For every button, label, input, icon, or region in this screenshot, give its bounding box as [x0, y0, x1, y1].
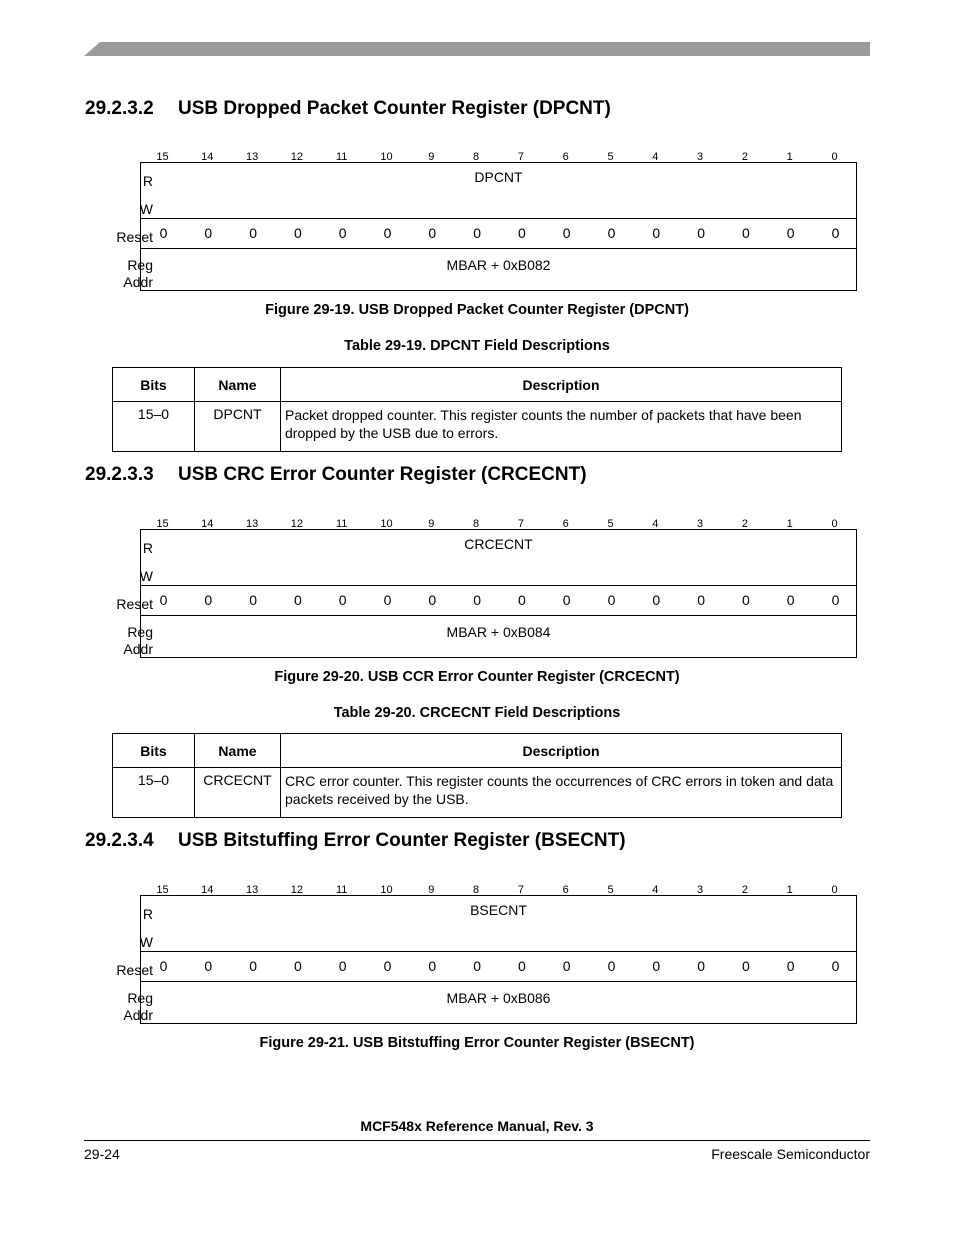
bit-number: 11 — [335, 151, 348, 163]
reset-value: 0 — [652, 592, 661, 608]
reset-value: 0 — [383, 592, 392, 608]
description-line-2: packets received by the USB. — [285, 791, 469, 807]
bit-number: 13 — [245, 518, 259, 530]
footer-rule — [84, 1140, 870, 1141]
row-label-addr: Addr — [123, 1007, 153, 1023]
bit-number: 6 — [562, 884, 569, 896]
divider — [141, 585, 856, 586]
table-row — [113, 402, 842, 452]
field-table-crcecnt — [112, 733, 842, 818]
table-row — [113, 768, 842, 818]
section-title-text: USB Dropped Packet Counter Register (DPCNT) — [178, 98, 611, 119]
register-diagram-dpcnt — [90, 151, 870, 296]
bit-number: 5 — [607, 151, 614, 163]
register-box — [140, 529, 857, 658]
bit-number: 12 — [290, 151, 304, 163]
register-box — [140, 162, 857, 291]
header-description: Description — [281, 734, 842, 768]
reset-value: 0 — [741, 958, 750, 974]
reset-value: 0 — [517, 958, 526, 974]
register-diagram-bsecnt — [90, 884, 870, 1029]
cell-name: DPCNT — [195, 402, 281, 452]
row-label-r: R — [142, 173, 153, 189]
bit-number: 4 — [652, 884, 659, 896]
reset-value: 0 — [652, 958, 661, 974]
reset-value: 0 — [249, 592, 257, 608]
reset-value: 0 — [562, 958, 571, 974]
reset-value: 0 — [607, 958, 616, 974]
header-name: Name — [195, 734, 281, 768]
reset-value: 0 — [517, 225, 526, 241]
row-label-reset: Reset — [116, 962, 153, 978]
section-title-text: USB CRC Error Counter Register (CRCECNT) — [178, 464, 587, 485]
reset-value: 0 — [741, 592, 750, 608]
footer-company: Freescale Semiconductor — [711, 1146, 870, 1162]
reset-value: 0 — [786, 958, 795, 974]
bit-number: 1 — [786, 518, 793, 530]
field-name: DPCNT — [474, 169, 523, 185]
bit-number: 13 — [245, 884, 259, 896]
bit-number: 3 — [697, 518, 704, 530]
cell-name: CRCECNT — [195, 768, 281, 818]
cell-description — [281, 402, 842, 452]
row-label-r: R — [142, 906, 153, 922]
divider — [141, 248, 856, 249]
bit-number: 15 — [156, 884, 169, 896]
divider — [141, 218, 856, 219]
reset-value: 0 — [249, 958, 257, 974]
reset-value: 0 — [607, 225, 616, 241]
bit-number: 5 — [607, 518, 614, 530]
reset-value: 0 — [831, 225, 840, 241]
reset-value: 0 — [831, 958, 840, 974]
bit-number: 12 — [290, 518, 304, 530]
bit-number: 11 — [335, 884, 348, 896]
cell-bits: 15–0 — [113, 768, 195, 818]
section-number: 29.2.3.3 — [85, 464, 154, 485]
bit-number: 9 — [428, 518, 435, 530]
bit-number: 4 — [652, 151, 659, 163]
description-line-1: CRC error counter. This register counts the occurrences of CRC errors in token and data — [285, 773, 834, 789]
header-bits: Bits — [113, 734, 195, 768]
reset-value: 0 — [831, 592, 840, 608]
bit-number: 7 — [517, 151, 524, 163]
section-heading-dpcnt — [85, 98, 611, 120]
cell-bits: 15–0 — [113, 402, 195, 452]
bit-number: 0 — [831, 151, 838, 163]
table-header-row — [113, 734, 842, 768]
bit-number: 14 — [201, 884, 214, 896]
reset-value: 0 — [562, 225, 571, 241]
bit-number: 7 — [517, 518, 524, 530]
bit-number: 7 — [517, 884, 524, 896]
reset-value: 0 — [204, 592, 213, 608]
bit-number: 15 — [156, 151, 169, 163]
bit-number: 10 — [380, 884, 393, 896]
reset-value: 0 — [428, 592, 437, 608]
reset-value: 0 — [562, 592, 571, 608]
reset-value: 0 — [204, 225, 213, 241]
reset-value: 0 — [786, 225, 795, 241]
reset-value: 0 — [338, 225, 347, 241]
reset-value: 0 — [159, 958, 168, 974]
bit-number: 0 — [831, 884, 838, 896]
reset-value: 0 — [159, 592, 168, 608]
row-label-r: R — [142, 540, 153, 556]
reset-value: 0 — [473, 958, 481, 974]
footer-manual-title: MCF548x Reference Manual, Rev. 3 — [360, 1118, 594, 1134]
table-caption-crcecnt: Table 29-20. CRCECNT Field Descriptions — [333, 705, 621, 721]
section-heading-crcecnt — [85, 464, 587, 486]
row-label-reset: Reset — [116, 229, 153, 245]
section-heading-bsecnt — [85, 830, 626, 852]
reset-value: 0 — [473, 225, 481, 241]
bit-number: 6 — [562, 518, 569, 530]
reset-value: 0 — [697, 958, 705, 974]
description-line-1: Packet dropped counter. This register counts the number of packets that have been — [285, 407, 802, 423]
bit-number: 4 — [652, 518, 659, 530]
bit-number: 14 — [201, 151, 214, 163]
row-label-addr: Addr — [123, 274, 153, 290]
row-label-w: W — [139, 201, 153, 217]
reset-value: 0 — [697, 592, 705, 608]
reset-value: 0 — [517, 592, 526, 608]
bit-number: 12 — [290, 884, 304, 896]
divider — [141, 981, 856, 982]
register-address: MBAR + 0xB084 — [446, 624, 551, 640]
reset-value: 0 — [786, 592, 795, 608]
bit-number: 10 — [380, 518, 393, 530]
figure-caption-crcecnt: Figure 29-20. USB CCR Error Counter Register (CRCECNT) — [274, 669, 680, 685]
reset-value: 0 — [249, 225, 257, 241]
table-caption-dpcnt: Table 29-19. DPCNT Field Descriptions — [344, 338, 610, 354]
register-address: MBAR + 0xB086 — [446, 990, 551, 1006]
bit-number: 6 — [562, 151, 569, 163]
bit-number: 1 — [786, 151, 793, 163]
header-description: Description — [281, 368, 842, 402]
header-bar — [84, 42, 870, 56]
bit-number: 0 — [831, 518, 838, 530]
cell-description — [281, 768, 842, 818]
header-bits: Bits — [113, 368, 195, 402]
reset-value: 0 — [293, 592, 302, 608]
bit-number: 15 — [156, 518, 169, 530]
reset-value: 0 — [741, 225, 750, 241]
reset-value: 0 — [428, 225, 437, 241]
figure-caption-dpcnt: Figure 29-19. USB Dropped Packet Counter Register (DPCNT) — [265, 302, 689, 318]
bit-number: 2 — [741, 518, 748, 530]
row-label-w: W — [139, 934, 153, 950]
row-label-reg: Reg — [127, 624, 153, 640]
bit-number: 13 — [245, 151, 259, 163]
reset-value: 0 — [204, 958, 213, 974]
reset-value: 0 — [428, 958, 437, 974]
reset-value: 0 — [159, 225, 168, 241]
bit-number: 5 — [607, 884, 614, 896]
reset-value: 0 — [607, 592, 616, 608]
bit-number: 2 — [741, 884, 748, 896]
bit-number: 3 — [697, 151, 704, 163]
bit-number: 10 — [380, 151, 393, 163]
row-label-reg: Reg — [127, 257, 153, 273]
reset-value: 0 — [338, 592, 347, 608]
register-address: MBAR + 0xB082 — [446, 257, 551, 273]
reset-value: 0 — [383, 225, 392, 241]
bit-number: 2 — [741, 151, 748, 163]
footer-page-number: 29-24 — [84, 1146, 120, 1162]
figure-caption-bsecnt: Figure 29-21. USB Bitstuffing Error Counter Register (BSECNT) — [259, 1035, 695, 1051]
row-label-reset: Reset — [116, 596, 153, 612]
register-box — [140, 895, 857, 1024]
divider — [141, 951, 856, 952]
field-name: BSECNT — [470, 902, 527, 918]
bit-number: 8 — [473, 151, 480, 163]
bit-number: 9 — [428, 884, 435, 896]
table-header-row — [113, 368, 842, 402]
bit-number: 3 — [697, 884, 704, 896]
bit-number: 8 — [473, 518, 480, 530]
row-label-reg: Reg — [127, 990, 153, 1006]
row-label-addr: Addr — [123, 641, 153, 657]
row-label-w: W — [139, 568, 153, 584]
section-title-text: USB Bitstuffing Error Counter Register (BSECNT) — [178, 830, 626, 851]
section-number: 29.2.3.2 — [85, 98, 154, 119]
register-diagram-crcecnt — [90, 518, 870, 663]
reset-value: 0 — [383, 958, 392, 974]
description-line-2: dropped by the USB due to errors. — [285, 425, 499, 441]
header-name: Name — [195, 368, 281, 402]
bit-number: 8 — [473, 884, 480, 896]
bit-number: 9 — [428, 151, 435, 163]
section-number: 29.2.3.4 — [85, 830, 154, 851]
divider — [141, 615, 856, 616]
reset-value: 0 — [338, 958, 347, 974]
reset-value: 0 — [473, 592, 481, 608]
bit-number: 14 — [201, 518, 214, 530]
bit-number: 11 — [335, 518, 348, 530]
reset-value: 0 — [652, 225, 661, 241]
field-table-dpcnt — [112, 367, 842, 452]
reset-value: 0 — [697, 225, 705, 241]
bit-number: 1 — [786, 884, 793, 896]
reset-value: 0 — [293, 958, 302, 974]
reset-value: 0 — [293, 225, 302, 241]
field-name: CRCECNT — [464, 536, 533, 552]
